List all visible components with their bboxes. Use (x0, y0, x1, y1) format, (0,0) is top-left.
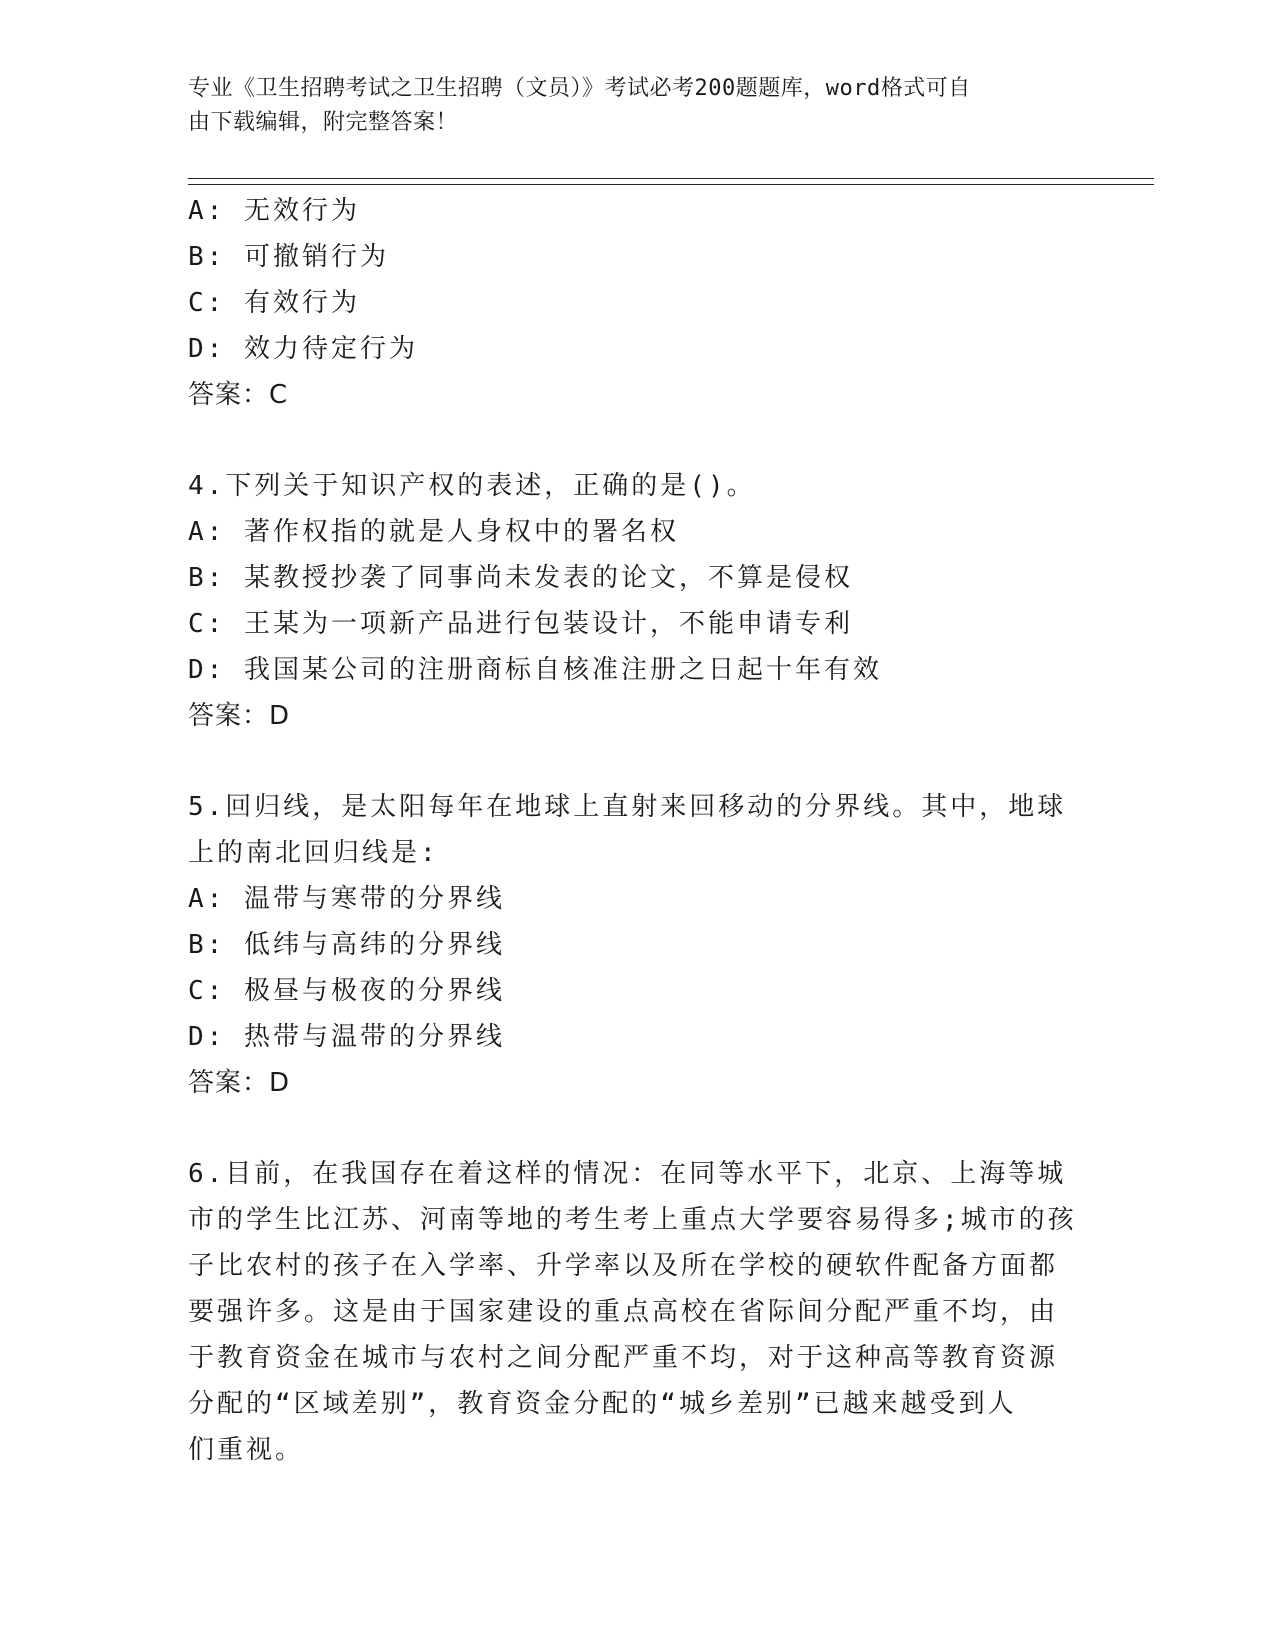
question-stem-line-4: 要强许多。这是由于国家建设的重点高校在省际间分配严重不均，由 (188, 1297, 1059, 1327)
option-c: C: 王某为一项新产品进行包装设计，不能申请专利 (188, 609, 853, 639)
answer-line: 答案：D (188, 701, 291, 731)
question-stem-line-1: 6.目前，在我国存在着这样的情况：在同等水平下，北京、上海等城 (188, 1159, 1067, 1189)
option-b: B: 低纬与高纬的分界线 (188, 930, 505, 960)
answer-line: 答案：C (188, 380, 289, 410)
option-d: D: 我国某公司的注册商标自核准注册之日起十年有效 (188, 655, 882, 685)
question-stem-line-3: 子比农村的孩子在入学率、升学率以及所在学校的硬软件配备方面都 (188, 1251, 1059, 1281)
question-stem-line-2: 上的南北回归线是: (188, 838, 439, 868)
option-c: C: 有效行为 (188, 288, 360, 318)
option-a: A: 温带与寒带的分界线 (188, 884, 505, 914)
option-a: A: 著作权指的就是人身权中的署名权 (188, 517, 679, 547)
option-d: D: 热带与温带的分界线 (188, 1022, 505, 1052)
question-stem: 4.下列关于知识产权的表述，正确的是()。 (188, 471, 756, 501)
question-stem-line-6: 分配的“区域差别”，教育资金分配的“城乡差别”已越来越受到人 (188, 1389, 1017, 1419)
answer-line: 答案：D (188, 1068, 291, 1098)
question-stem-line-2: 市的学生比江苏、河南等地的考生考上重点大学要容易得多;城市的孩 (188, 1205, 1077, 1235)
option-b: B: 可撤销行为 (188, 242, 389, 272)
question-6 (188, 1151, 1088, 1473)
question-list (188, 188, 1088, 1473)
option-d: D: 效力待定行为 (188, 334, 418, 364)
header-line-2: 由下载编辑，附完整答案！ (188, 110, 459, 135)
option-a: A: 无效行为 (188, 196, 360, 226)
question-3 (188, 188, 1088, 418)
spacer (188, 418, 1088, 463)
option-c: C: 极昼与极夜的分界线 (188, 976, 505, 1006)
question-stem-line-5: 于教育资金在城市与农村之间分配严重不均，对于这种高等教育资源 (188, 1343, 1059, 1373)
question-5 (188, 784, 1088, 1106)
option-b: B: 某教授抄袭了同事尚未发表的论文，不算是侵权 (188, 563, 853, 593)
spacer (188, 1106, 1088, 1151)
question-stem-line-7: 们重视。 (188, 1435, 305, 1465)
header-line-1: 专业《卫生招聘考试之卫生招聘（文员）》考试必考200题题库，word格式可自 (188, 76, 971, 101)
header-divider-top (188, 178, 1154, 179)
spacer (188, 739, 1088, 784)
question-4 (188, 463, 1088, 739)
question-stem-line-1: 5.回归线，是太阳每年在地球上直射来回移动的分界线。其中，地球 (188, 792, 1067, 822)
document-header (188, 72, 1068, 140)
header-divider-bottom (188, 184, 1154, 185)
